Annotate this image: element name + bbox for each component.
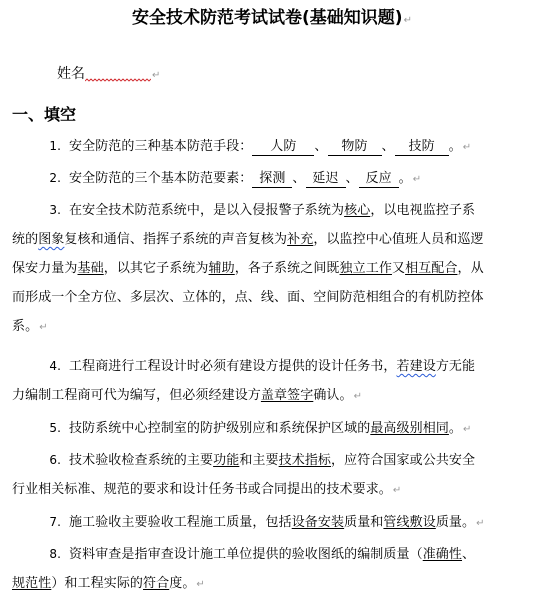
question-item-2: 2. 安全防范的三个基本防范要素： 探测 、 延迟 、 反应 。↵ bbox=[23, 164, 529, 194]
paragraph-mark-icon: ↵ bbox=[403, 15, 412, 26]
item-number: 8. bbox=[49, 547, 61, 561]
question-item-3 bbox=[12, 196, 532, 342]
section-title: 一、填空 bbox=[12, 105, 77, 124]
answer-fill: 独立工作 bbox=[339, 261, 392, 276]
paragraph-mark-icon: ↵ bbox=[196, 579, 205, 590]
answer-fill: 基础 bbox=[77, 261, 104, 276]
answer-fill: 辅助 bbox=[208, 261, 235, 276]
paragraph-line: 系。↵ bbox=[12, 319, 48, 334]
question-item-8 bbox=[12, 540, 532, 599]
item-number: 6. bbox=[49, 453, 61, 467]
question-item-1: 1. 安全防范的三种基本防范手段： 人防 、 物防 、 技防 。↵ bbox=[23, 132, 529, 162]
paragraph-line: 而形成一个全方位、多层次、立体的，点、线、面、空间防范相组合的有机防控体 bbox=[12, 290, 484, 305]
answer-fill: 准确性 bbox=[422, 547, 463, 562]
paragraph-line: 规范性）和工程实际的符合度。↵ bbox=[12, 576, 205, 591]
answer-blank: 物防 bbox=[328, 139, 382, 156]
item-number: 2. bbox=[49, 171, 61, 185]
answer-fill: 核心 bbox=[344, 203, 371, 218]
paragraph-line: 统的图象复核和通信、指挥子系统的声音复核为补充，以监控中心值班人员和巡逻 bbox=[12, 232, 484, 247]
answer-fill: 相互配合 bbox=[405, 261, 458, 276]
paragraph-mark-icon: ↵ bbox=[152, 70, 161, 81]
answer-fill: 盖章签字 bbox=[260, 388, 314, 403]
answer-fill: 技术指标 bbox=[278, 453, 332, 468]
answer-blank: 反应 bbox=[359, 171, 399, 188]
paragraph-mark-icon: ↵ bbox=[39, 322, 48, 333]
answer-fill: 符合 bbox=[143, 576, 170, 591]
name-label: 姓名 bbox=[57, 66, 85, 82]
answer-fill: 规范性 bbox=[12, 576, 52, 591]
answer-blank: 技防 bbox=[395, 139, 449, 156]
answer-fill: 补充 bbox=[287, 232, 314, 247]
question-item-6 bbox=[12, 446, 532, 505]
paragraph-mark-icon: ↵ bbox=[476, 518, 485, 529]
paragraph-mark-icon: ↵ bbox=[462, 142, 472, 153]
answer-fill: 最高级别相同 bbox=[370, 421, 449, 436]
name-blank-field[interactable] bbox=[85, 65, 151, 80]
spellcheck-squiggle-icon bbox=[85, 78, 151, 82]
item-number: 5. bbox=[49, 421, 61, 435]
paragraph-line: 7. 施工验收主要验收工程施工质量，包括设备安装质量和管线敷设质量。↵ bbox=[12, 508, 532, 538]
name-field-line bbox=[57, 64, 160, 86]
paragraph-mark-icon: ↵ bbox=[353, 391, 363, 402]
answer-fill: 功能 bbox=[213, 453, 240, 468]
paragraph-mark-icon: ↵ bbox=[412, 174, 422, 185]
answer-fill: 图象 bbox=[38, 232, 65, 247]
paragraph-mark-icon: ↵ bbox=[392, 485, 402, 496]
answer-fill: 设备安装 bbox=[291, 515, 345, 530]
question-item-5 bbox=[12, 414, 532, 444]
item-number: 3. bbox=[49, 203, 61, 217]
item-number: 1. bbox=[49, 139, 61, 153]
question-item-7 bbox=[12, 508, 532, 538]
document-title: 安全技术防范考试试卷(基础知识题)↵ bbox=[132, 8, 412, 28]
item-number: 7. bbox=[49, 515, 61, 529]
answer-fill: 若建设 bbox=[396, 359, 436, 374]
paragraph-line: 保安力量为基础，以其它子系统为辅助，各子系统之间既独立工作又相互配合，从 bbox=[12, 261, 484, 276]
paragraph-line: 6. 技术验收检查系统的主要功能和主要技术指标，应符合国家或公共安全 bbox=[12, 446, 532, 475]
answer-blank: 探测 bbox=[252, 171, 292, 188]
item-number: 4. bbox=[49, 359, 61, 373]
question-item-4 bbox=[12, 352, 532, 411]
paragraph-line: 4. 工程商进行工程设计时必须有建设方提供的设计任务书，若建设方无能 bbox=[12, 352, 532, 381]
paragraph-line: 8. 资料审查是指审查设计施工单位提供的验收图纸的编制质量（准确性、 bbox=[12, 540, 532, 569]
answer-fill: 管线敷设 bbox=[383, 515, 436, 530]
answer-blank: 人防 bbox=[252, 139, 314, 156]
paragraph-mark-icon: ↵ bbox=[463, 424, 472, 435]
paragraph-line: 5. 技防系统中心控制室的防护级别应和系统保护区域的最高级别相同。↵ bbox=[12, 414, 532, 444]
paragraph-line: 力编制工程商可代为编写，但必须经建设方盖章签字确认。↵ bbox=[12, 388, 363, 403]
paragraph-line: 3. 在安全技术防范系统中，是以入侵报警子系统为核心，以电视监控子系 bbox=[12, 196, 532, 225]
answer-blank: 延迟 bbox=[306, 171, 346, 188]
paragraph-line: 行业相关标准、规范的要求和设计任务书或合同提出的技术要求。↵ bbox=[12, 482, 402, 497]
